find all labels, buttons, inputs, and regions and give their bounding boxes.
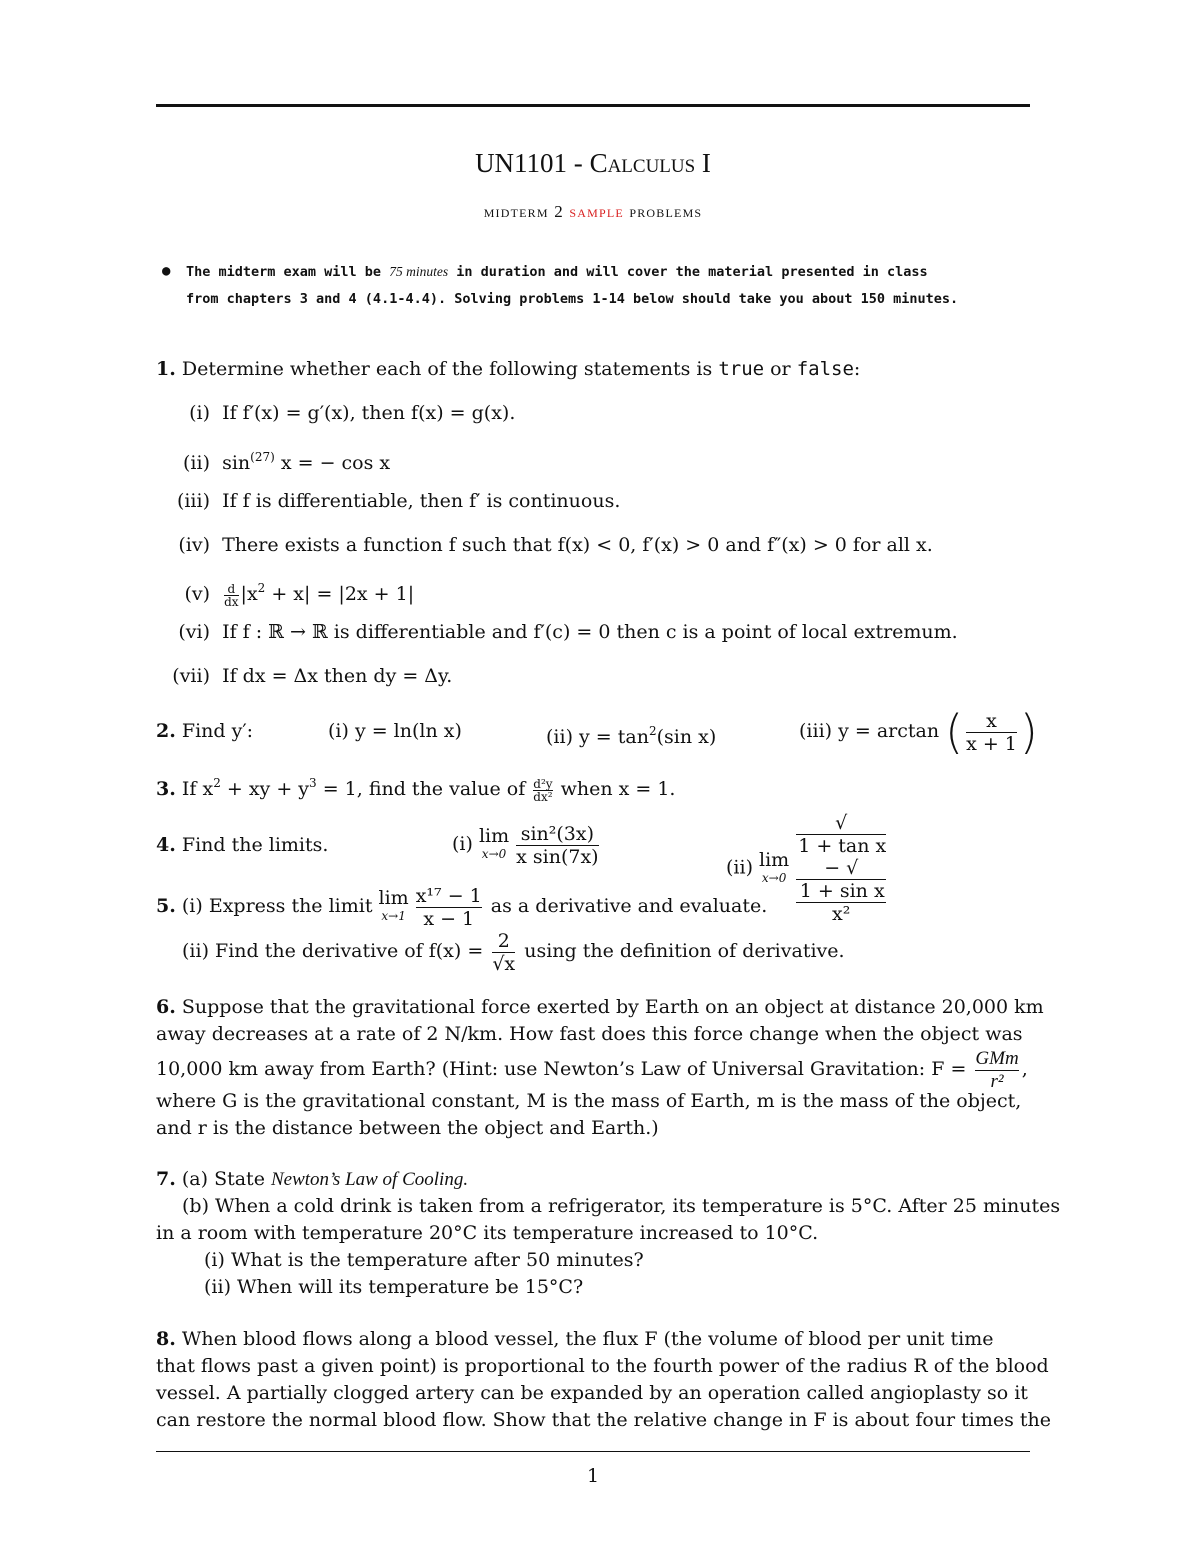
problem-1-item-v: (v) $\frac{d}{dx}$ $|x^2 + x| = |2x + 1|$	[184, 581, 415, 609]
problem-8-line-1: 8. When blood flows along a blood vessel, the flux F (the volume of blood per unit time	[156, 1328, 994, 1350]
problem-1-item-vi: (vi) If f : ℝ → ℝ is differentiable and f′(c) = 0 then c is a point of local extremum.	[178, 621, 958, 643]
problem-6-line-2: away decreases at a rate of 2 N/km. How fast does this force change when the object was	[156, 1023, 1023, 1045]
problem-4-part-i: (i) lim x→0 $\frac{\text{sin²(3x)}}{\text{x sin(7x)}}$	[452, 822, 599, 868]
bullet-icon: ●	[162, 263, 171, 279]
problem-2-part-iii: (iii) y = arctan ( $\frac{x}{x + 1}$ )	[799, 705, 1038, 759]
problem-2: 2. Find y′:	[156, 720, 254, 742]
problem-7-part-b-line-1: (b) When a cold drink is taken from a refrigerator, its temperature is 5°C. After 25 minutes	[182, 1195, 1061, 1217]
problem-6-line-4: where G is the gravitational constant, M is the mass of Earth, m is the mass of the object,	[156, 1090, 1022, 1112]
document-page	[156, 0, 1061, 1553]
problem-1-item-iv: (iv) There exists a function f such that f(x) < 0, f′(x) > 0 and f″(x) > 0 for all x.	[178, 534, 933, 556]
problem-1-item-vii: (vii) If dx = Δx then dy = Δy.	[172, 665, 453, 687]
problem-4: 4. Find the limits.	[156, 834, 329, 856]
problem-3: 3. If $x^2$ + xy + $y^3 = 1$, find the value of $\frac{\text{d²y}}{\text{dx²}}$ when x = 1.	[156, 776, 676, 804]
problem-7-part-b-line-2: in a room with temperature 20°C its temperature increased to 10°C.	[156, 1222, 819, 1244]
problem-2-part-ii: (ii) $y = \tan^2(\sin$ x)	[546, 724, 717, 748]
problem-1-item-i: (i) If f′(x) = g′(x), then f(x) = g(x).	[189, 402, 516, 424]
exam-note: ● The midterm exam will be 75 minutes in duration and will cover the material presented in class from chapters 3 and 4 (4.1-4.4). Solving problems 1-14 below should take you about 150 minutes.	[186, 258, 1030, 313]
problem-6-line-1: 6. Suppose that the gravitational force exerted by Earth on an object at distance 20,000 km	[156, 996, 1044, 1018]
problem-1-prompt: 1. Determine whether each of the following statements is true or false:	[156, 358, 861, 380]
problem-5-part-i: 5. (i) Express the limit lim x→1 $\frac{\text{x¹⁷ − 1}}{x - 1}$ as a derivative and evaluate.	[156, 884, 768, 930]
page-subtitle: midterm 2 sample problems	[483, 202, 703, 221]
top-rule	[156, 104, 1030, 107]
problem-6-line-3: 10,000 km away from Earth? (Hint: use Newton’s Law of Universal Gravitation: F = $\frac{\text{GMm}}{\text{r²}}$ ,	[156, 1047, 1028, 1092]
problem-2-part-i: (i) y = ln(ln x)	[328, 720, 462, 742]
problem-6-line-5: and r is the distance between the object and Earth.)	[156, 1117, 659, 1139]
problem-7-part-a: 7. (a) State Newton’s Law of Cooling.	[156, 1168, 469, 1190]
problem-8-line-2: that flows past a given point) is proportional to the fourth power of the radius R of the blood	[156, 1355, 1049, 1377]
sample-highlight: sample	[569, 202, 624, 221]
problem-1-item-ii: (ii) $\sin^{(27)} x$ = − cos x	[183, 450, 391, 474]
problem-5-part-ii: (ii) Find the derivative of f(x) = $\frac{2}{√x}$ using the definition of derivative.	[182, 929, 845, 975]
bottom-rule	[156, 1451, 1030, 1452]
problem-8-line-4: can restore the normal blood flow. Show that the relative change in F is about four times the	[156, 1409, 1052, 1431]
problem-7-item-i: (i) What is the temperature after 50 minutes?	[204, 1249, 644, 1271]
problem-7-item-ii: (ii) When will its temperature be 15°C?	[204, 1276, 584, 1298]
course-name: Calculus I	[589, 148, 711, 178]
problem-1-item-iii: (iii) If f is differentiable, then f′ is continuous.	[176, 490, 621, 512]
problem-4-part-ii: (ii) lim x→0 √ 1 + tan x − √ 1 + sin x x²	[726, 812, 887, 925]
problem-8-line-3: vessel. A partially clogged artery can be expanded by an operation called angioplasty so it	[156, 1382, 1028, 1404]
page-title: UN1101 - Calculus I	[475, 148, 711, 178]
page-number: 1	[586, 1465, 600, 1487]
